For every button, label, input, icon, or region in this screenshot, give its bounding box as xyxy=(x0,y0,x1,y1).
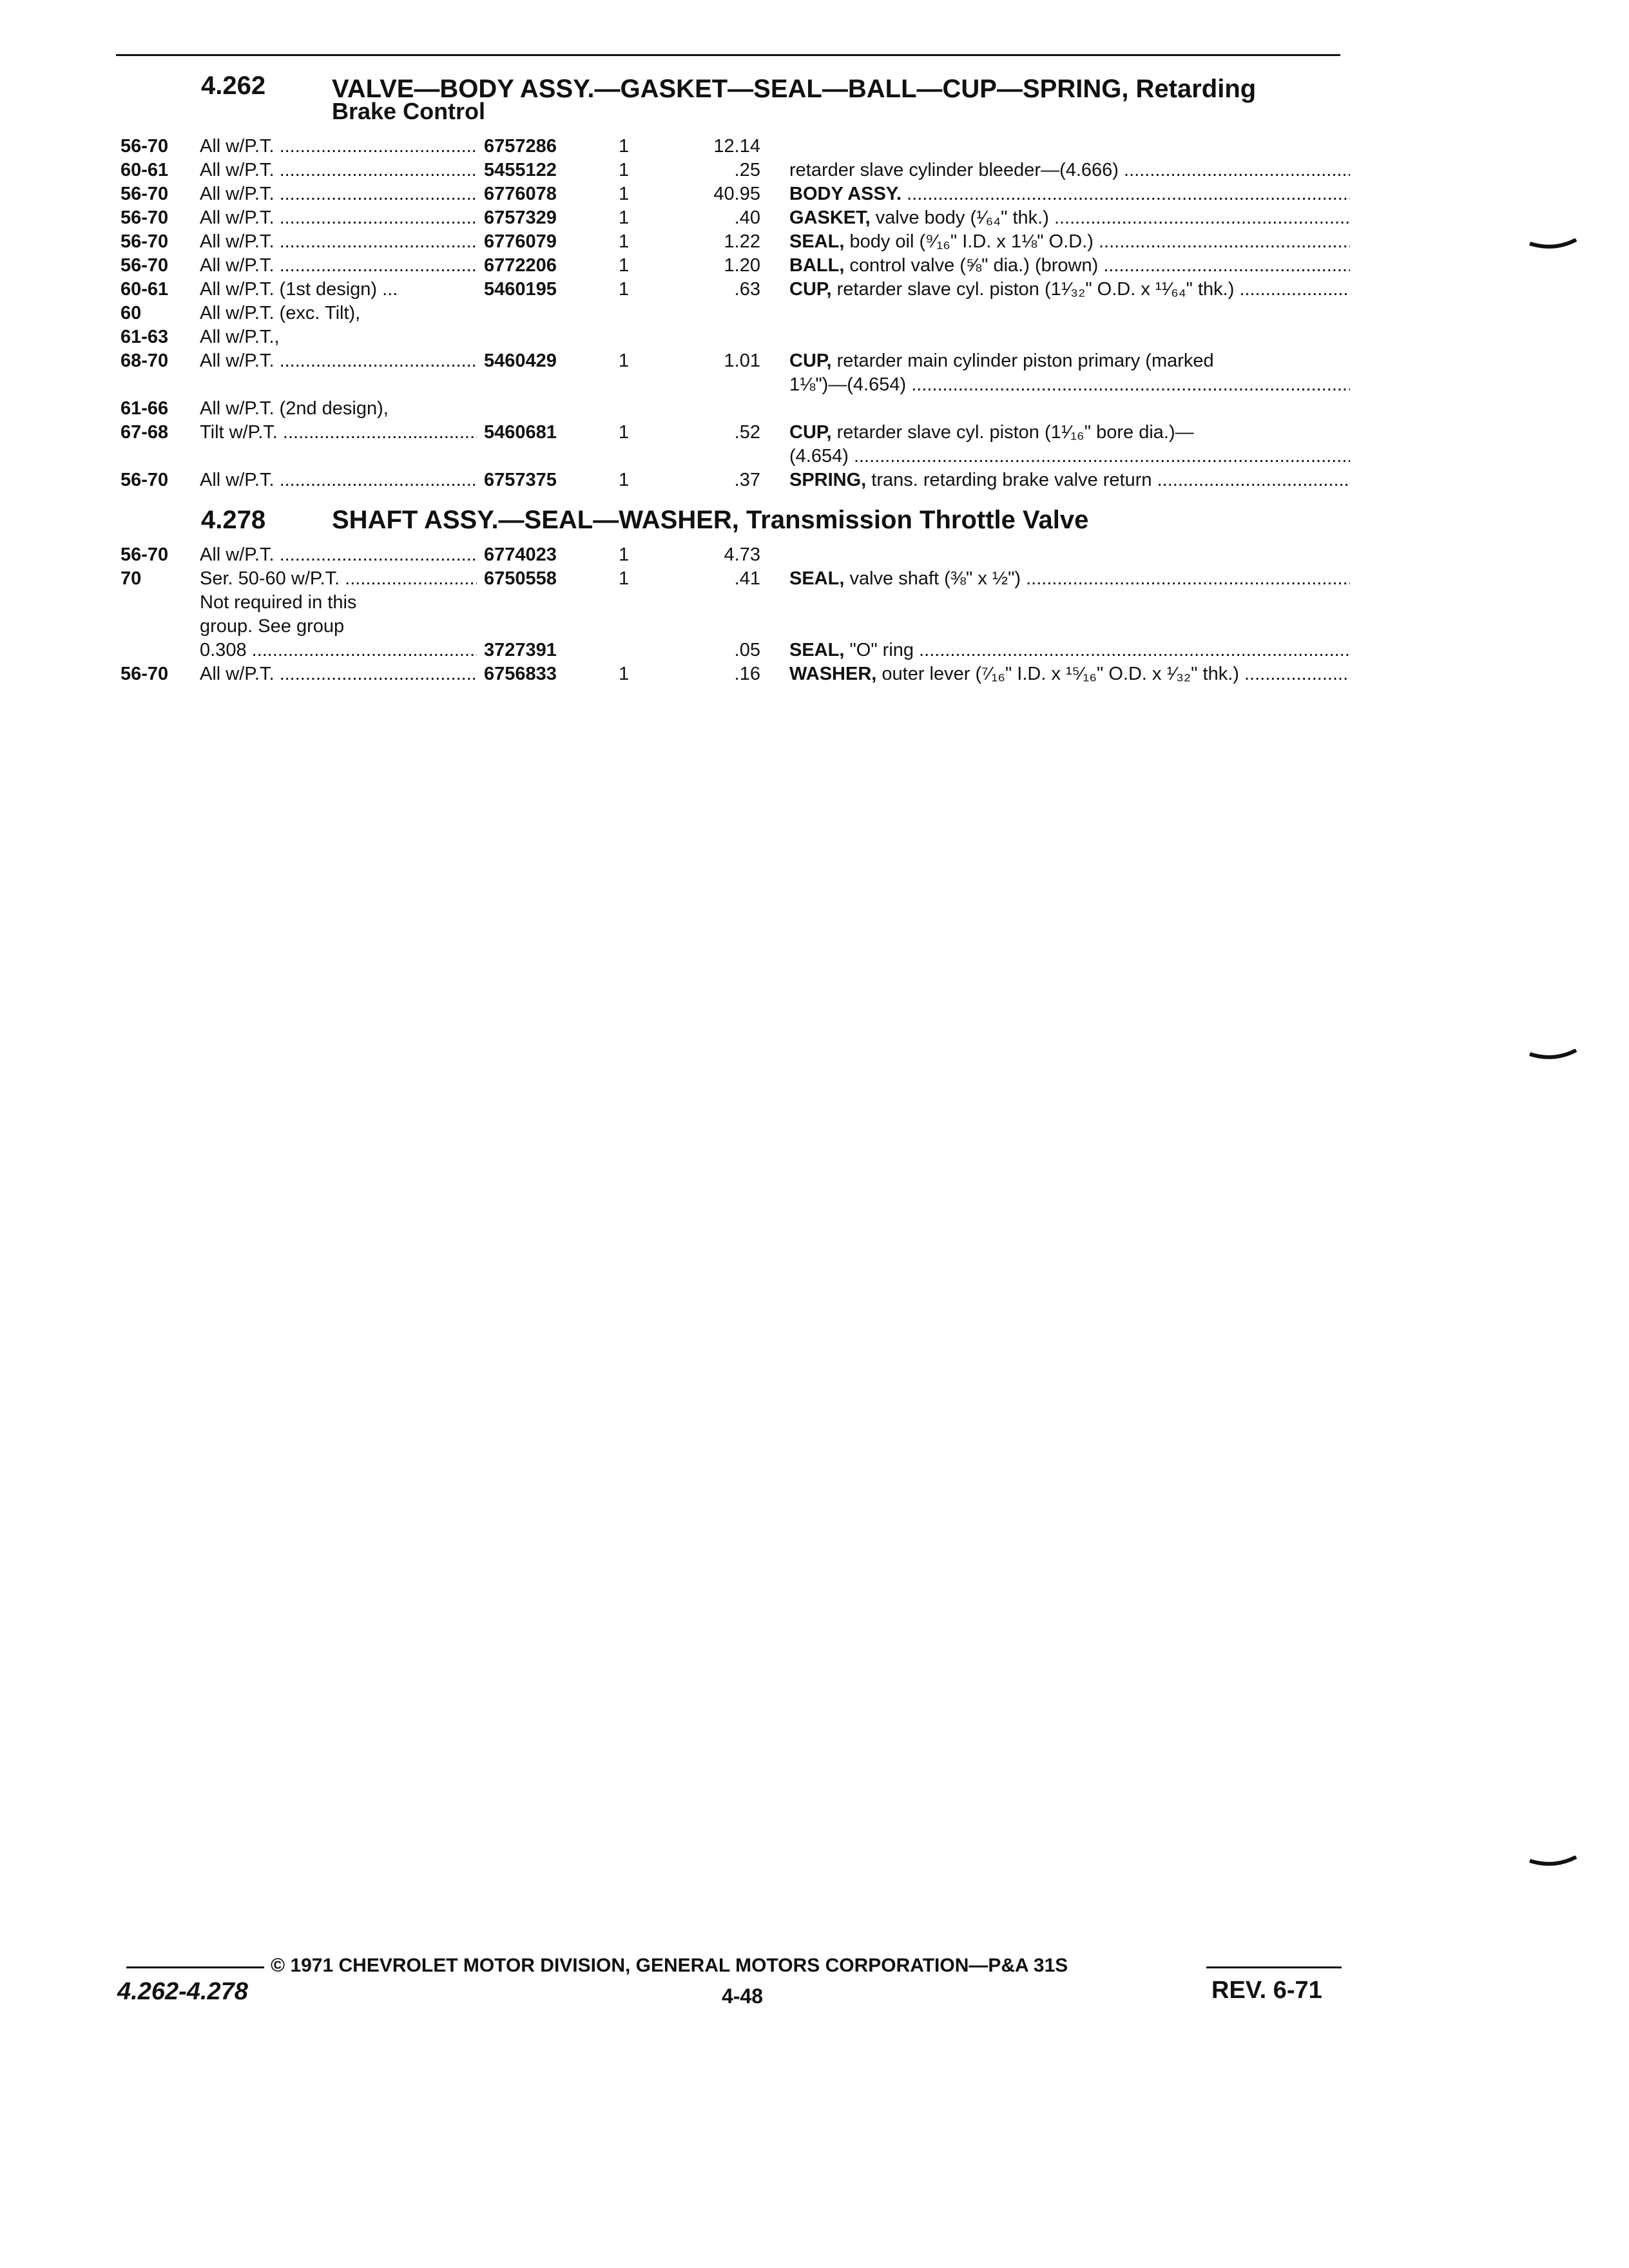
part-description xyxy=(789,445,1350,467)
quantity: 1 xyxy=(619,422,630,443)
part-description xyxy=(789,183,1350,205)
part-description xyxy=(789,255,1350,276)
model-years: 56-70 xyxy=(120,470,169,490)
section-title: SHAFT ASSY.—SEAL—WASHER, Transmission Throttle Valve xyxy=(332,506,1089,534)
part-number: 5455122 xyxy=(484,160,557,180)
page-number: 4-48 xyxy=(722,1984,764,2008)
footer-rule-left xyxy=(126,1966,264,1968)
part-description xyxy=(789,639,1350,661)
part-detail: retarder slave cylinder bleeder—(4.666) xyxy=(789,160,1119,180)
binder-mark-icon xyxy=(1528,1049,1577,1064)
price: .40 xyxy=(734,207,760,228)
part-number: 6774023 xyxy=(484,544,557,565)
quantity: 1 xyxy=(619,664,630,684)
part-row xyxy=(0,135,1629,161)
part-row xyxy=(0,326,1629,352)
copyright-notice: © 1971 CHEVROLET MOTOR DIVISION, GENERAL MOTORS CORPORATION—P&A 31S xyxy=(271,1955,1068,1976)
part-name: SEAL, xyxy=(789,640,845,660)
price: 1.20 xyxy=(724,255,760,276)
part-detail: outer lever (⁷⁄₁₆" I.D. x ¹⁵⁄₁₆" O.D. x ¹⁄₃₂" thk.) xyxy=(876,664,1239,684)
revision-label: REV. 6-71 xyxy=(1211,1977,1322,2004)
section-title: VALVE—BODY ASSY.—GASKET—SEAL—BALL—CUP—SPRING, Retarding xyxy=(332,75,1257,103)
part-description xyxy=(789,350,1350,372)
part-row xyxy=(0,398,1629,423)
part-name: SEAL, xyxy=(789,231,845,252)
quantity: 1 xyxy=(619,544,630,565)
part-row xyxy=(0,231,1629,256)
model-years: 61-66 xyxy=(120,398,169,419)
application: All w/P.T. ..... xyxy=(200,207,477,229)
price: 40.95 xyxy=(713,184,760,204)
part-description xyxy=(789,663,1350,685)
part-row xyxy=(0,255,1629,280)
part-detail: valve body (¹⁄₆₄" thk.) xyxy=(870,207,1049,228)
model-years: 56-70 xyxy=(120,207,169,228)
price: 12.14 xyxy=(713,136,760,157)
model-years: 56-70 xyxy=(120,184,169,204)
model-years: 70 xyxy=(120,568,142,589)
part-description xyxy=(789,421,1350,443)
application: Not required in this xyxy=(200,592,357,613)
part-number: 5460429 xyxy=(484,351,557,371)
part-row xyxy=(0,591,1629,617)
part-row xyxy=(0,469,1629,495)
part-name: SEAL, xyxy=(789,568,845,589)
application: All w/P.T. ..... xyxy=(200,255,477,276)
price: .16 xyxy=(734,664,760,684)
part-number: 6776078 xyxy=(484,184,557,204)
part-row xyxy=(0,445,1629,471)
part-description xyxy=(789,568,1350,590)
part-detail: retarder slave cyl. piston (1¹⁄₁₆" bore dia.)— xyxy=(831,422,1194,443)
part-number: 6756833 xyxy=(484,664,557,684)
section-header-4262 xyxy=(0,72,1629,126)
application: Tilt w/P.T. ..... xyxy=(200,421,477,443)
section-title-continued: Brake Control xyxy=(332,98,486,124)
part-row xyxy=(0,639,1629,665)
part-detail: body oil (⁹⁄₁₆" I.D. x 1⅛" O.D.) xyxy=(844,231,1094,252)
part-row xyxy=(0,350,1629,376)
part-row xyxy=(0,302,1629,328)
part-row xyxy=(0,568,1629,593)
part-description xyxy=(789,159,1350,181)
part-detail: valve shaft (⅜" x ½") xyxy=(844,568,1021,589)
part-detail: (4.654) xyxy=(789,446,849,466)
model-years: 68-70 xyxy=(120,351,169,371)
part-number: 6757375 xyxy=(484,470,557,490)
part-name: BALL, xyxy=(789,255,845,276)
quantity: 1 xyxy=(619,470,630,490)
model-years: 56-70 xyxy=(120,664,169,684)
section-header-4278 xyxy=(0,506,1629,535)
price: 4.73 xyxy=(724,544,760,565)
application: All w/P.T. ..... xyxy=(200,350,477,372)
part-name: CUP, xyxy=(789,351,832,371)
part-description xyxy=(789,374,1350,396)
part-row xyxy=(0,278,1629,304)
part-detail: 1⅛")—(4.654) xyxy=(789,374,907,395)
part-description xyxy=(789,207,1350,229)
part-number: 6772206 xyxy=(484,255,557,276)
quantity: 1 xyxy=(619,568,630,589)
part-description xyxy=(789,278,1350,300)
part-row xyxy=(0,663,1629,689)
model-years: 67-68 xyxy=(120,422,169,443)
part-description xyxy=(789,469,1350,491)
quantity: 1 xyxy=(619,279,630,300)
part-number: 6757329 xyxy=(484,207,557,228)
part-name: GASKET, xyxy=(789,207,871,228)
part-name: WASHER, xyxy=(789,664,877,684)
price: .41 xyxy=(734,568,760,589)
application: All w/P.T., xyxy=(200,327,280,347)
quantity: 1 xyxy=(619,184,630,204)
application: All w/P.T. ..... xyxy=(200,183,477,205)
application: group. See group xyxy=(200,616,345,637)
part-row xyxy=(0,207,1629,233)
application: 0.308 ..... xyxy=(200,639,477,661)
group-range: 4.262-4.278 xyxy=(117,1978,248,2005)
application: All w/P.T. ..... xyxy=(200,135,477,157)
part-name: CUP, xyxy=(789,422,832,443)
application: All w/P.T. (1st design) ... xyxy=(200,279,398,300)
part-row xyxy=(0,159,1629,185)
part-row xyxy=(0,421,1629,447)
price: .37 xyxy=(734,470,760,490)
model-years: 56-70 xyxy=(120,255,169,276)
application: All w/P.T. ..... xyxy=(200,469,477,491)
application: All w/P.T. (2nd design), xyxy=(200,398,389,419)
model-years: 61-63 xyxy=(120,327,169,347)
part-description xyxy=(789,231,1350,253)
part-detail: trans. retarding brake valve return xyxy=(866,470,1152,490)
price: 1.22 xyxy=(724,231,760,252)
part-row xyxy=(0,615,1629,641)
top-rule xyxy=(116,54,1340,56)
application: All w/P.T. (exc. Tilt), xyxy=(200,303,361,323)
quantity: 1 xyxy=(619,255,630,276)
part-name: SPRING, xyxy=(789,470,867,490)
application: Ser. 50-60 w/P.T. ..... xyxy=(200,568,477,590)
price: .52 xyxy=(734,422,760,443)
part-number: 5460195 xyxy=(484,279,557,300)
part-name: CUP, xyxy=(789,279,832,300)
quantity: 1 xyxy=(619,231,630,252)
model-years: 56-70 xyxy=(120,544,169,565)
binder-mark-icon xyxy=(1528,238,1577,254)
part-number: 6776079 xyxy=(484,231,557,252)
binder-mark-icon xyxy=(1528,1856,1577,1871)
quantity: 1 xyxy=(619,207,630,228)
model-years: 56-70 xyxy=(120,231,169,252)
price: 1.01 xyxy=(724,351,760,371)
model-years: 60-61 xyxy=(120,279,169,300)
application: All w/P.T. ..... xyxy=(200,544,477,566)
quantity: 1 xyxy=(619,351,630,371)
price: .05 xyxy=(734,640,760,660)
price: .63 xyxy=(734,279,760,300)
part-number: 6757286 xyxy=(484,136,557,157)
application: All w/P.T. ..... xyxy=(200,663,477,685)
part-number: 5460681 xyxy=(484,422,557,443)
quantity: 1 xyxy=(619,160,630,180)
application: All w/P.T. ..... xyxy=(200,231,477,253)
part-name: BODY ASSY. xyxy=(789,184,902,204)
part-detail: retarder main cylinder piston primary (marked xyxy=(831,351,1214,371)
part-number: 3727391 xyxy=(484,640,557,660)
part-number: 6750558 xyxy=(484,568,557,589)
part-detail: control valve (⅝" dia.) (brown) xyxy=(844,255,1099,276)
model-years: 60 xyxy=(120,303,142,323)
section-number: 4.278 xyxy=(201,506,266,534)
quantity: 1 xyxy=(619,136,630,157)
part-row xyxy=(0,374,1629,399)
part-detail: "O" ring xyxy=(844,640,914,660)
part-row xyxy=(0,183,1629,209)
footer-rule-right xyxy=(1206,1966,1342,1968)
application: All w/P.T. ..... xyxy=(200,159,477,181)
section-number: 4.262 xyxy=(201,72,266,100)
part-row xyxy=(0,544,1629,570)
part-detail: retarder slave cyl. piston (1¹⁄₃₂" O.D. x ¹¹⁄₆₄" thk.) xyxy=(831,279,1235,300)
model-years: 60-61 xyxy=(120,160,169,180)
price: .25 xyxy=(734,160,760,180)
model-years: 56-70 xyxy=(120,136,169,157)
